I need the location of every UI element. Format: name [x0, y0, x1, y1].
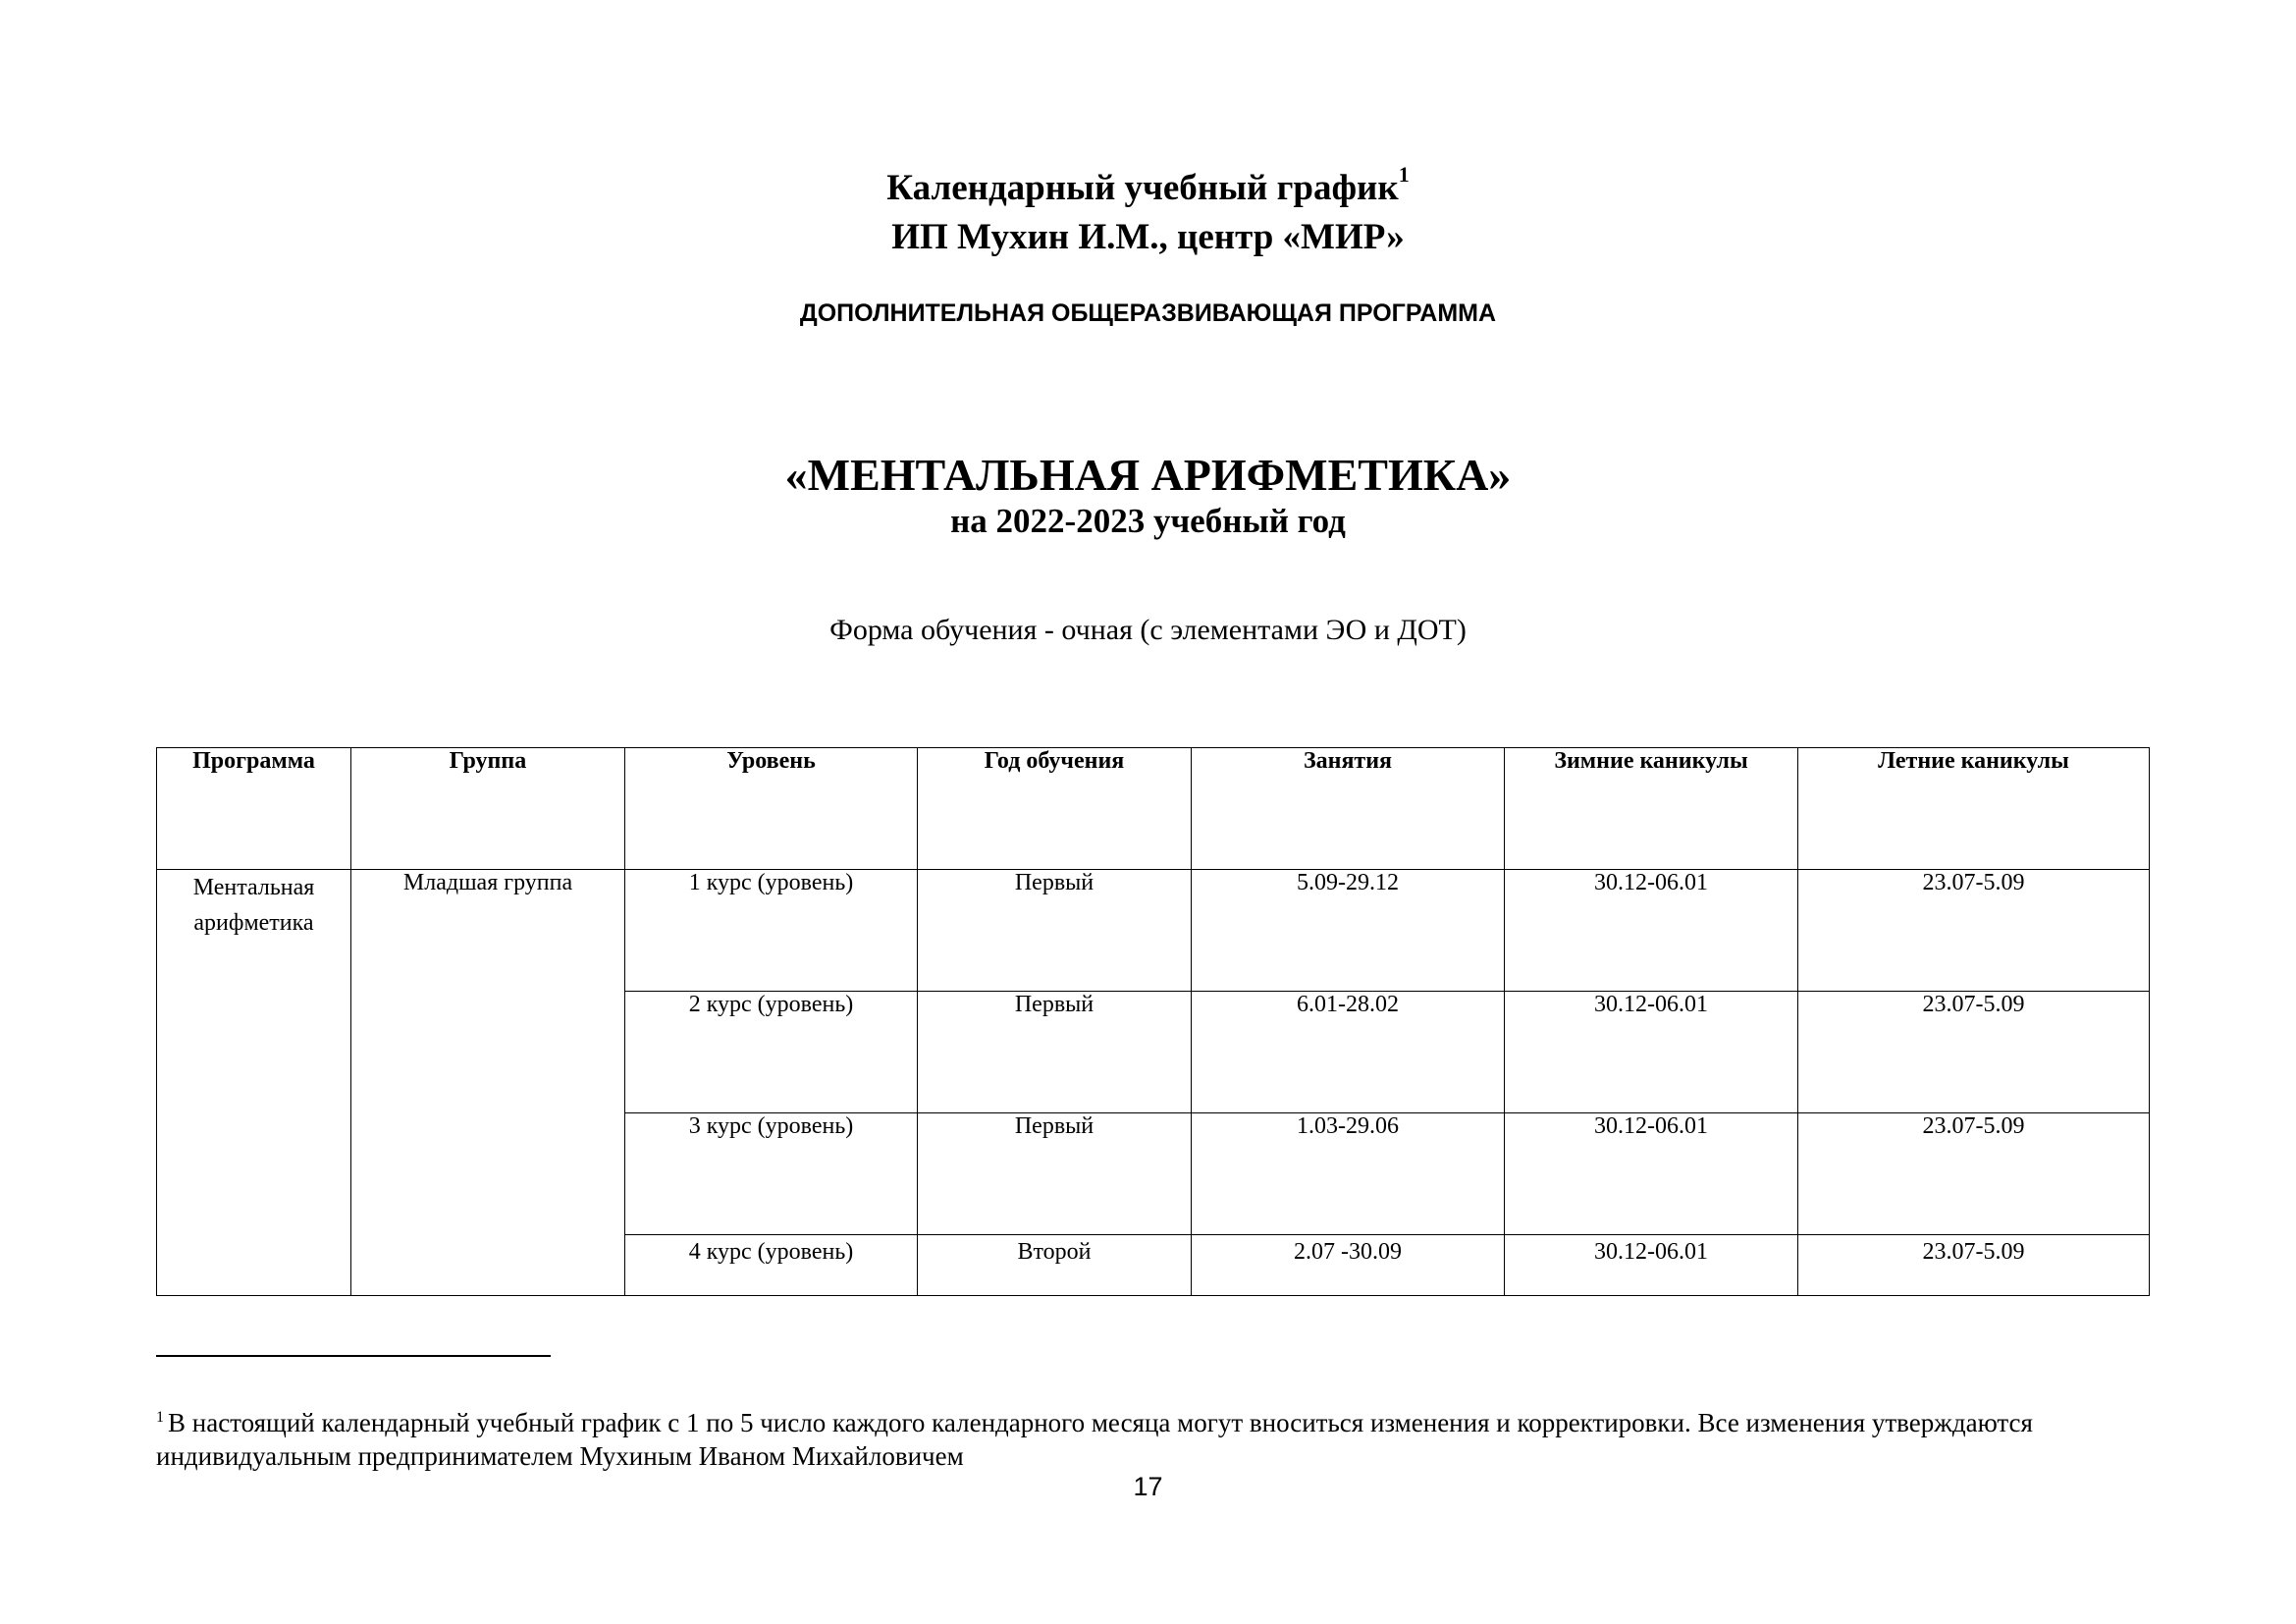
- footnote-separator: [156, 1355, 551, 1357]
- summer-break-cell: 23.07-5.09: [1798, 1113, 2150, 1235]
- table-header-row: [157, 748, 2150, 870]
- document-title: [0, 162, 2296, 212]
- study-year-cell: Первый: [918, 1113, 1192, 1235]
- group-cell: Младшая группа: [351, 870, 625, 1296]
- column-header: Занятия: [1192, 748, 1505, 870]
- academic-year: на 2022-2023 учебный год: [950, 502, 1346, 540]
- winter-break-cell: 30.12-06.01: [1505, 992, 1798, 1113]
- organization-name: ИП Мухин И.М., центр «МИР»: [891, 217, 1405, 257]
- summer-break-cell: 23.07-5.09: [1798, 870, 2150, 992]
- classes-cell: 1.03-29.06: [1192, 1113, 1505, 1235]
- winter-break-cell: 30.12-06.01: [1505, 870, 1798, 992]
- program-type: ДОПОЛНИТЕЛЬНАЯ ОБЩЕРАЗВИВАЮЩАЯ ПРОГРАММА: [799, 299, 1497, 327]
- footnote: [156, 1406, 2159, 1473]
- classes-cell: 6.01-28.02: [1192, 992, 1505, 1113]
- column-header: Год обучения: [918, 748, 1192, 870]
- level-cell: 4 курс (уровень): [625, 1235, 918, 1296]
- schedule-table: [156, 747, 2150, 1296]
- page-number: 17: [1133, 1472, 1163, 1501]
- column-header: Уровень: [625, 748, 918, 870]
- program-cell: Ментальная арифметика: [157, 870, 351, 1296]
- title-text: Календарный учебный график: [886, 168, 1399, 208]
- study-year-cell: Второй: [918, 1235, 1192, 1296]
- level-cell: 2 курс (уровень): [625, 992, 918, 1113]
- winter-break-cell: 30.12-06.01: [1505, 1113, 1798, 1235]
- winter-break-cell: 30.12-06.01: [1505, 1235, 1798, 1296]
- study-year-cell: Первый: [918, 992, 1192, 1113]
- study-year-cell: Первый: [918, 870, 1192, 992]
- column-header: Группа: [351, 748, 625, 870]
- column-header: Летние каникулы: [1798, 748, 2150, 870]
- level-cell: 3 курс (уровень): [625, 1113, 918, 1235]
- footnote-marker: 1: [156, 1409, 164, 1426]
- footnote-reference: 1: [1398, 162, 1410, 187]
- level-cell: 1 курс (уровень): [625, 870, 918, 992]
- classes-cell: 2.07 -30.09: [1192, 1235, 1505, 1296]
- study-form: Форма обучения - очная (с элементами ЭО и ДОТ): [829, 614, 1467, 646]
- footnote-text: В настоящий календарный учебный график с 1 по 5 число каждого календарного месяца могут вноситься изменения и корректировки. Все изменения утверждаются индивидуальным предпринимателем Мухиным Иваном Михайловичем: [156, 1408, 2033, 1471]
- table-row: [157, 870, 2150, 992]
- summer-break-cell: 23.07-5.09: [1798, 992, 2150, 1113]
- program-name: «МЕНТАЛЬНАЯ АРИФМЕТИКА»: [784, 450, 1512, 500]
- classes-cell: 5.09-29.12: [1192, 870, 1505, 992]
- column-header: Программа: [157, 748, 351, 870]
- column-header: Зимние каникулы: [1505, 748, 1798, 870]
- summer-break-cell: 23.07-5.09: [1798, 1235, 2150, 1296]
